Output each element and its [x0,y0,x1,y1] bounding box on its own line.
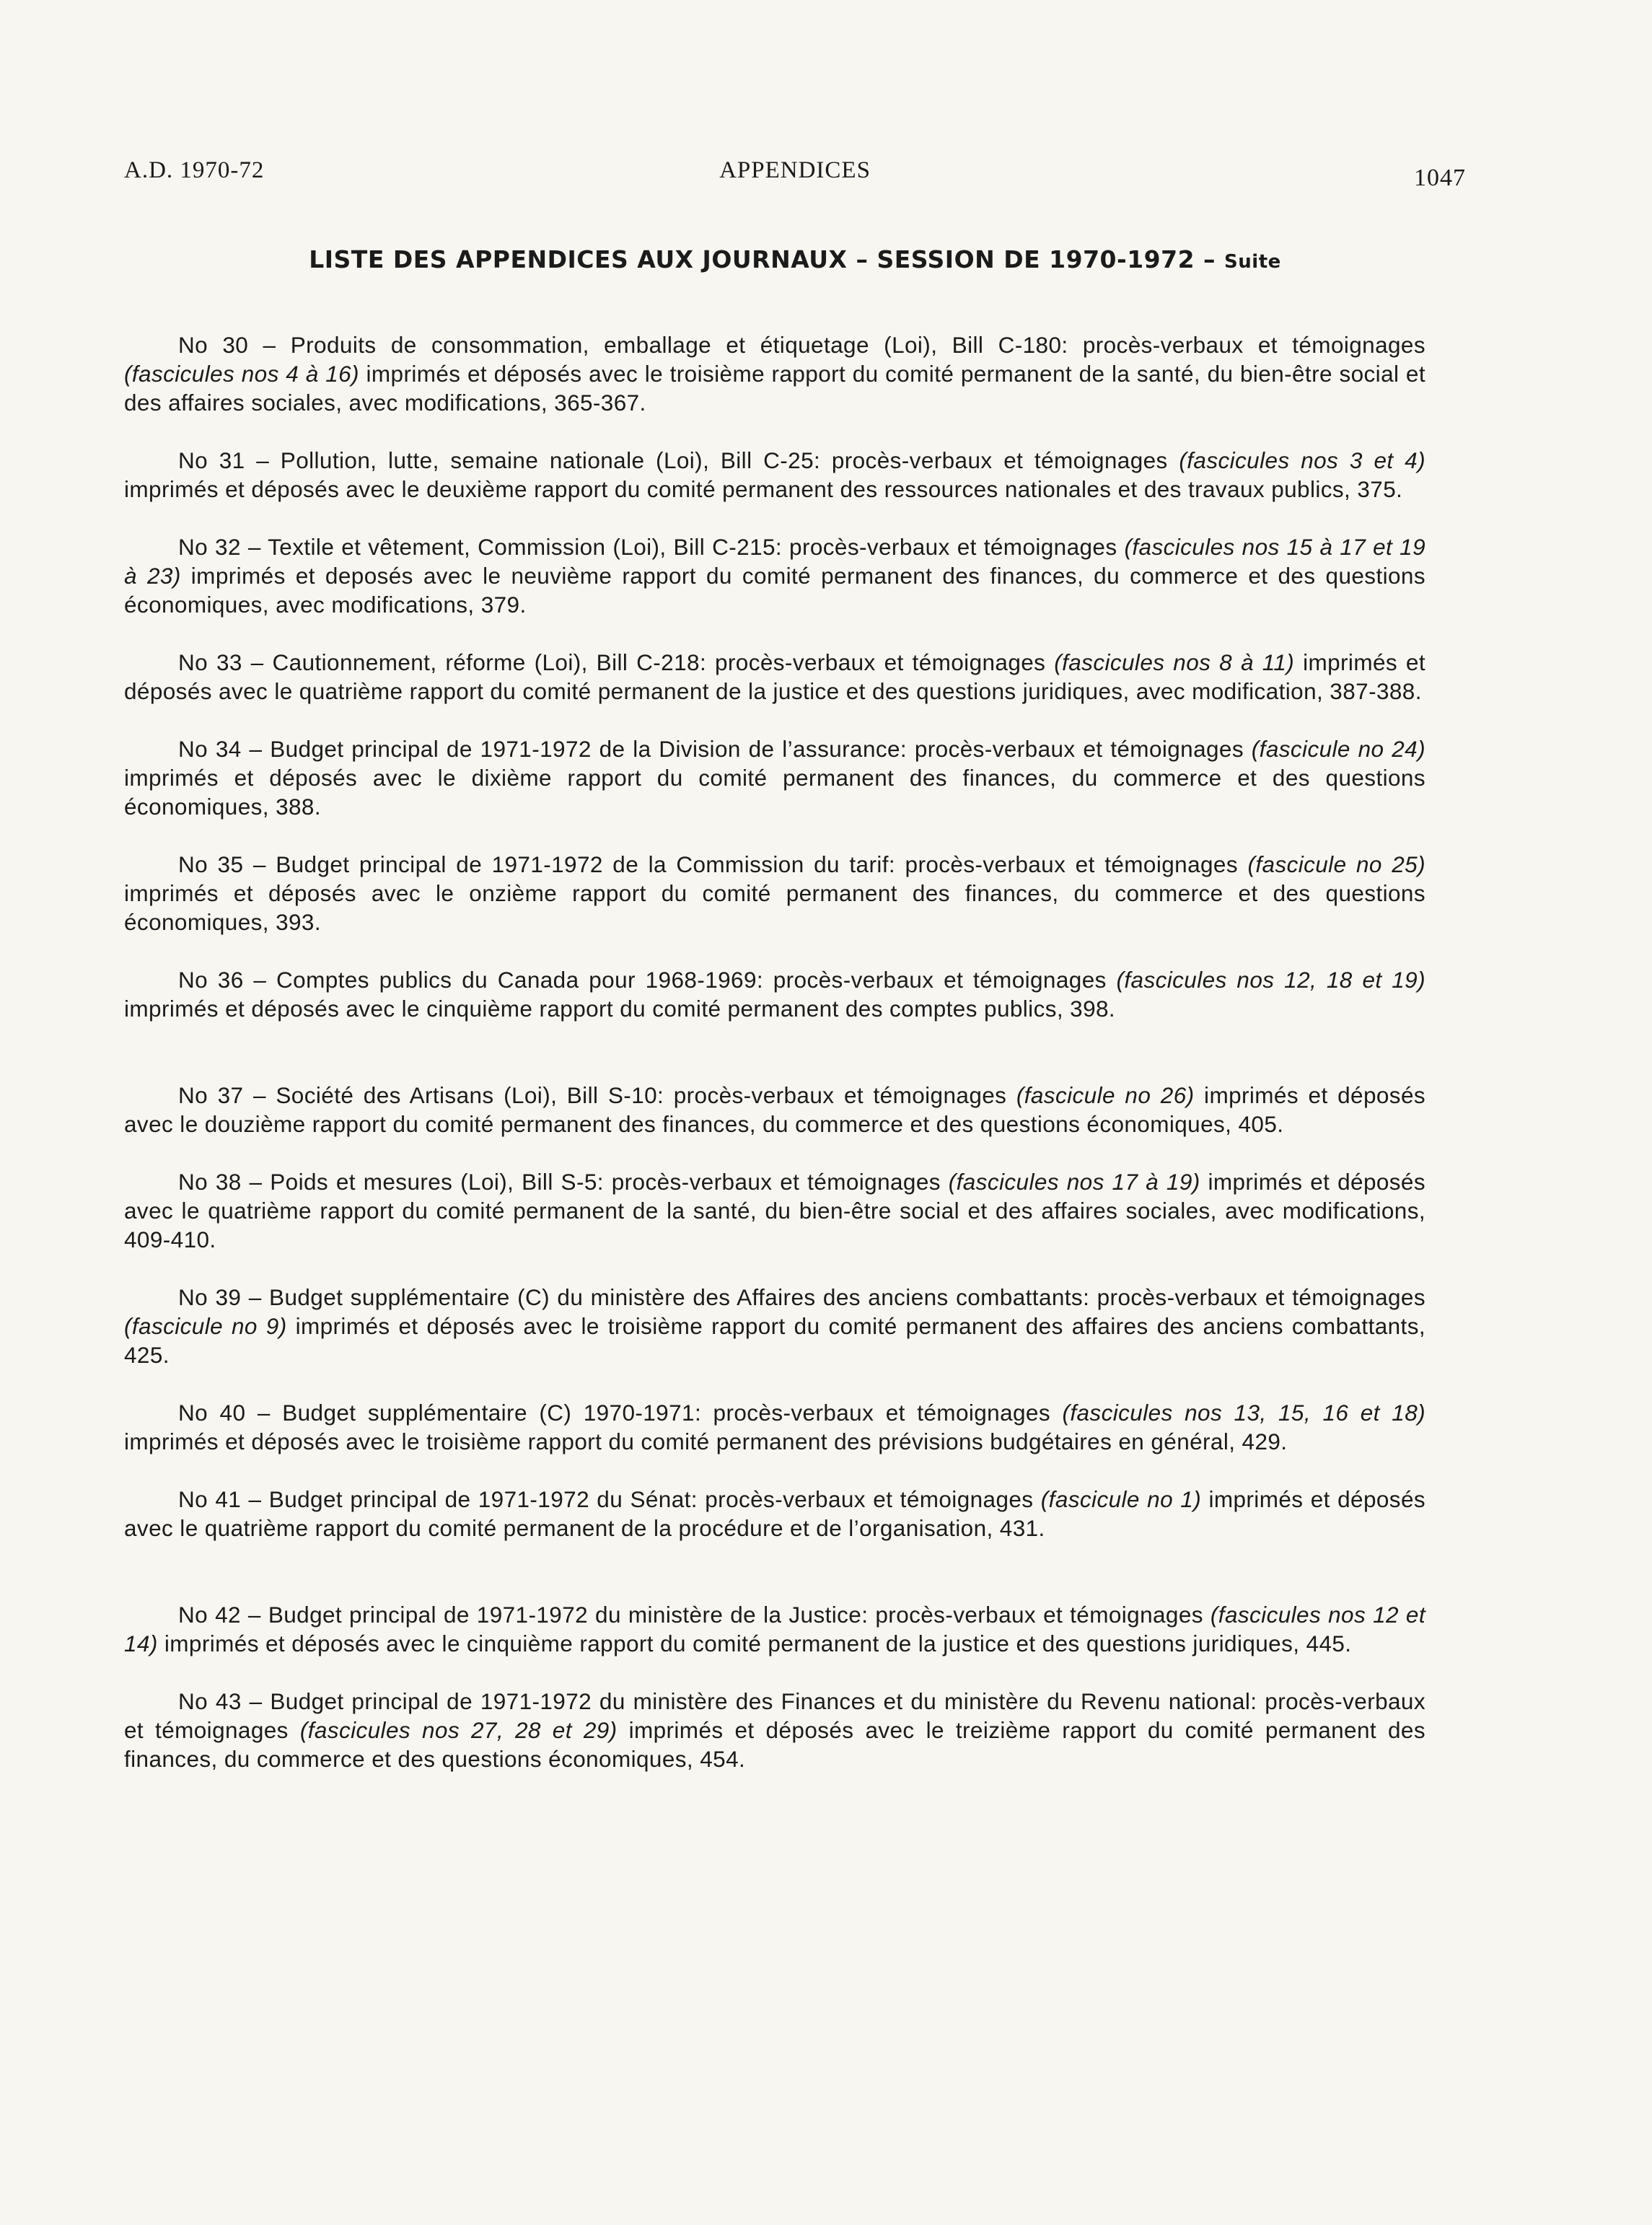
entry-text: No 31 – Pollution, lutte, semaine nationale (Loi), Bill C-25: procès-verbaux et témoignages [178,447,1179,473]
appendix-entry-37 [124,1081,1425,1138]
entry-fascicules: (fascicules nos 8 à 11) [1054,649,1295,675]
appendix-entry-33 [124,648,1425,706]
appendix-entry-41 [124,1485,1425,1542]
entry-fascicules: (fascicules nos 13, 15, 16 et 18) [1062,1400,1425,1426]
entry-text: No 38 – Poids et mesures (Loi), Bill S-5: procès-verbaux et témoignages [178,1169,949,1195]
entry-text: imprimés et déposés avec le quatrième rapport du comité permanent de la justice et des questions juridiques, avec modification, 387-388. [124,649,1425,704]
appendix-list [124,330,1425,1773]
entry-text: imprimés et déposés avec le troisième rapport du comité permanent de la santé, du bien-être social et des affaires sociales, avec modifications, 365-367. [124,361,1426,416]
entry-text: imprimés et déposés avec le onzième rapport du comité permanent des finances, du commerce et des questions économiques, 393. [124,880,1425,935]
entry-text: No 36 – Comptes publics du Canada pour 1968-1969: procès-verbaux et témoignages [178,967,1117,993]
list-title-main: LISTE DES APPENDICES AUX JOURNAUX – SESSION DE 1970-1972 – [309,245,1225,273]
entry-text: No 39 – Budget supplémentaire (C) du ministère des Affaires des anciens combattants: procès-verbaux et témoignages [178,1284,1425,1310]
entry-fascicules: (fascicules nos 4 à 16) [124,361,359,387]
list-title [124,245,1466,273]
entry-fascicules: (fascicules nos 12 et 14) [124,1602,1426,1656]
appendix-entry-43 [124,1687,1425,1773]
list-title-suite: Suite [1224,251,1281,273]
entry-text: No 30 – Produits de consommation, emballage et étiquetage (Loi), Bill C-180: procès-verbaux et témoignages [178,332,1425,358]
appendix-entry-31 [124,446,1425,504]
entry-text: imprimés et déposés avec le troisième rapport du comité permanent des prévisions budgétaires en général, 429. [124,1429,1288,1454]
entry-fascicules: (fascicules nos 3 et 4) [1179,447,1425,473]
entry-text: No 35 – Budget principal de 1971-1972 de la Commission du tarif: procès-verbaux et témoignages [178,851,1248,877]
appendix-entry-38 [124,1167,1425,1254]
appendix-entry-35 [124,850,1425,936]
entry-text: imprimés et déposés avec le quatrième rapport du comité permanent de la santé, du bien-être social et des affaires sociales, avec modifications, 409-410. [124,1169,1425,1252]
entry-fascicules: (fascicules nos 15 à 17 et 19 à 23) [124,534,1425,589]
entry-text: No 43 – Budget principal de 1971-1972 du ministère des Finances et du ministère du Revenu national: procès-verbaux et témoignages [124,1688,1425,1743]
entry-fascicules: (fascicule no 9) [124,1313,287,1339]
appendix-entry-40 [124,1398,1425,1456]
appendix-entry-36 [124,965,1425,1023]
appendix-entry-39 [124,1283,1425,1369]
entry-fascicules: (fascicule no 25) [1247,851,1425,877]
entry-text: imprimés et déposés avec le douzième rapport du comité permanent des finances, du commerce et des questions économiques, 405. [124,1082,1426,1137]
page-number: 1047 [1414,164,1466,191]
entry-text: No 40 – Budget supplémentaire (C) 1970-1971: procès-verbaux et témoignages [178,1400,1063,1426]
entry-text: imprimés et déposés avec le troisième rapport du comité permanent des affaires des anciens combattants, 425. [124,1313,1426,1368]
appendix-entry-42 [124,1600,1425,1658]
header-year-range: A.D. 1970-72 [124,157,265,183]
entry-fascicules: (fascicules nos 27, 28 et 29) [299,1717,618,1743]
header-section-title: APPENDICES [719,157,871,183]
entry-fascicules: (fascicules nos 12, 18 et 19) [1116,967,1425,993]
entry-text: imprimés et déposés avec le quatrième rapport du comité permanent de la procédure et de l’organisation, 431. [124,1486,1426,1541]
entry-fascicules: (fascicule no 24) [1251,736,1425,762]
entry-text: No 42 – Budget principal de 1971-1972 du ministère de la Justice: procès-verbaux et témoignages [178,1602,1211,1628]
entry-text: imprimés et déposés avec le cinquième rapport du comité permanent de la justice et des questions juridiques, 445. [157,1631,1352,1656]
entry-text: No 32 – Textile et vêtement, Commission (Loi), Bill C-215: procès-verbaux et témoignages [178,534,1125,560]
entry-text: No 33 – Cautionnement, réforme (Loi), Bill C-218: procès-verbaux et témoignages [178,649,1055,675]
appendix-entry-32 [124,532,1425,619]
entry-text: No 37 – Société des Artisans (Loi), Bill S-10: procès-verbaux et témoignages [178,1082,1016,1108]
appendix-entry-34 [124,734,1425,821]
entry-text: imprimés et déposés avec le deuxième rapport du comité permanent des ressources nationales et des travaux publics, 375. [124,476,1403,502]
entry-text: imprimés et déposés avec le cinquième rapport du comité permanent des comptes publics, 398. [124,996,1116,1022]
page-header [124,153,1466,196]
entry-fascicules: (fascicule no 26) [1016,1082,1195,1108]
appendix-entry-30 [124,330,1425,417]
entry-fascicules: (fascicules nos 17 à 19) [948,1169,1200,1195]
entry-text: imprimés et déposés avec le dixième rapport du comité permanent des finances, du commerce et des questions économiques, 388. [124,765,1425,820]
entry-text: imprimés et déposés avec le treizième rapport du comité permanent des finances, du commerce et des questions économiques, 454. [124,1717,1425,1772]
entry-text: imprimés et deposés avec le neuvième rapport du comité permanent des finances, du commerce et des questions économiques, avec modifications, 379. [124,563,1425,618]
entry-text: No 41 – Budget principal de 1971-1972 du Sénat: procès-verbaux et témoignages [178,1486,1041,1512]
entry-fascicules: (fascicule no 1) [1040,1486,1202,1512]
entry-text: No 34 – Budget principal de 1971-1972 de la Division de l’assurance: procès-verbaux et témoignages [178,736,1252,762]
